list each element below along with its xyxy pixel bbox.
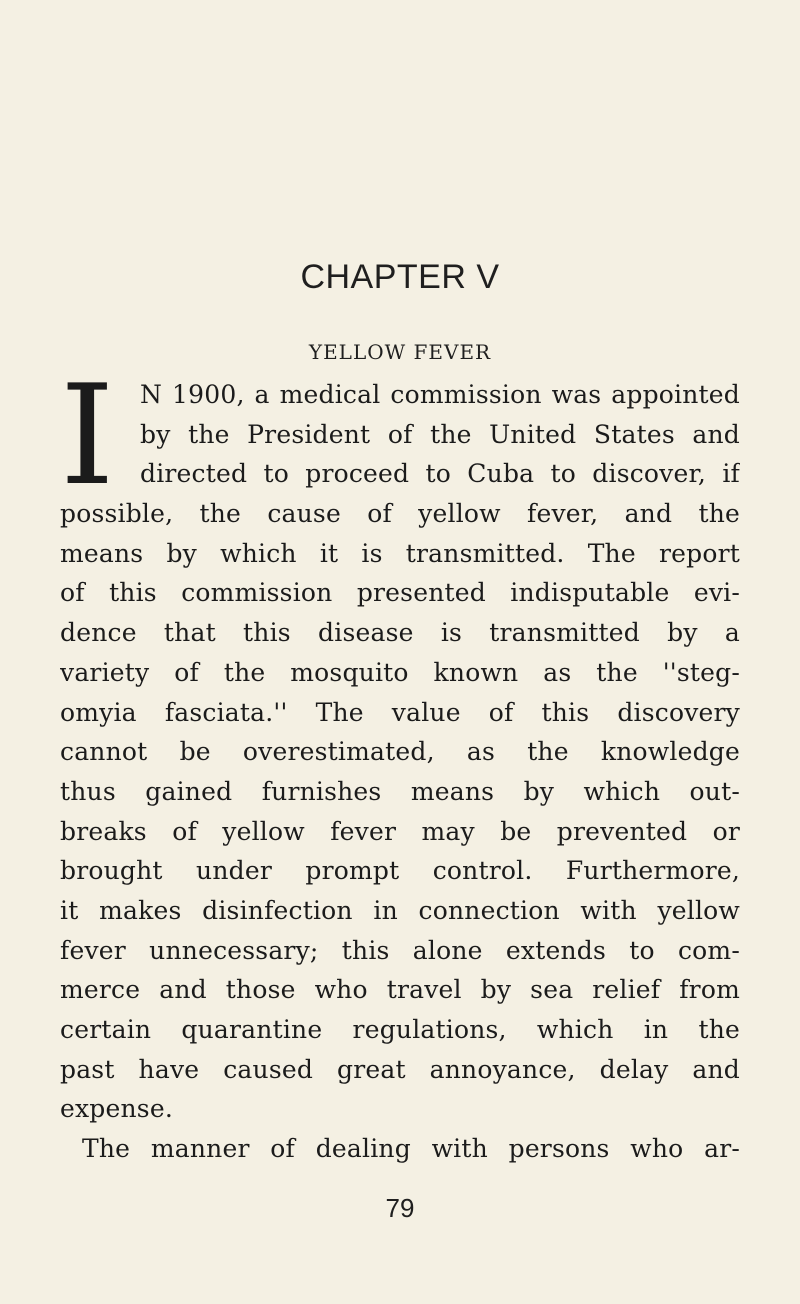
text-line: The manner of dealing with persons who ar- bbox=[82, 1134, 740, 1164]
text-line: past have caused great annoyance, delay and bbox=[60, 1054, 740, 1084]
text-line: directed to proceed to Cuba to discover, if bbox=[140, 459, 740, 489]
text-line: breaks of yellow fever may be prevented or bbox=[60, 816, 740, 846]
chapter-title: CHAPTER V bbox=[300, 258, 500, 296]
text-line: omyia fasciata.'' The value of this discovery bbox=[60, 697, 740, 727]
text-line: by the President of the United States and bbox=[140, 419, 740, 449]
text-line: expense. bbox=[60, 1094, 173, 1124]
text-line: fever unnecessary; this alone extends to com- bbox=[60, 935, 740, 965]
text-line: N 1900, a medical commission was appointed bbox=[140, 380, 740, 409]
text-line: merce and those who travel by sea relief from bbox=[60, 975, 740, 1005]
text-line: it makes disinfection in connection with yellow bbox=[60, 895, 740, 925]
page-number: 79 bbox=[385, 1193, 415, 1223]
text-line: cannot be overestimated, as the knowledge bbox=[60, 737, 740, 767]
text-line: thus gained furnishes means by which out- bbox=[60, 776, 740, 806]
chapter-subtitle: YELLOW FEVER bbox=[308, 340, 492, 364]
text-line: certain quarantine regulations, which in the bbox=[60, 1015, 740, 1044]
text-line: of this commission presented indisputable evi- bbox=[60, 578, 740, 608]
text-line: variety of the mosquito known as the ''steg- bbox=[60, 657, 740, 687]
text-line: dence that this disease is transmitted by a bbox=[60, 618, 740, 648]
text-line: brought under prompt control. Furthermore, bbox=[60, 856, 740, 886]
drop-cap: I bbox=[60, 380, 115, 492]
text-line: possible, the cause of yellow fever, and the bbox=[60, 499, 740, 529]
text-line: means by which it is transmitted. The report bbox=[60, 538, 740, 568]
body-text bbox=[60, 375, 740, 1169]
